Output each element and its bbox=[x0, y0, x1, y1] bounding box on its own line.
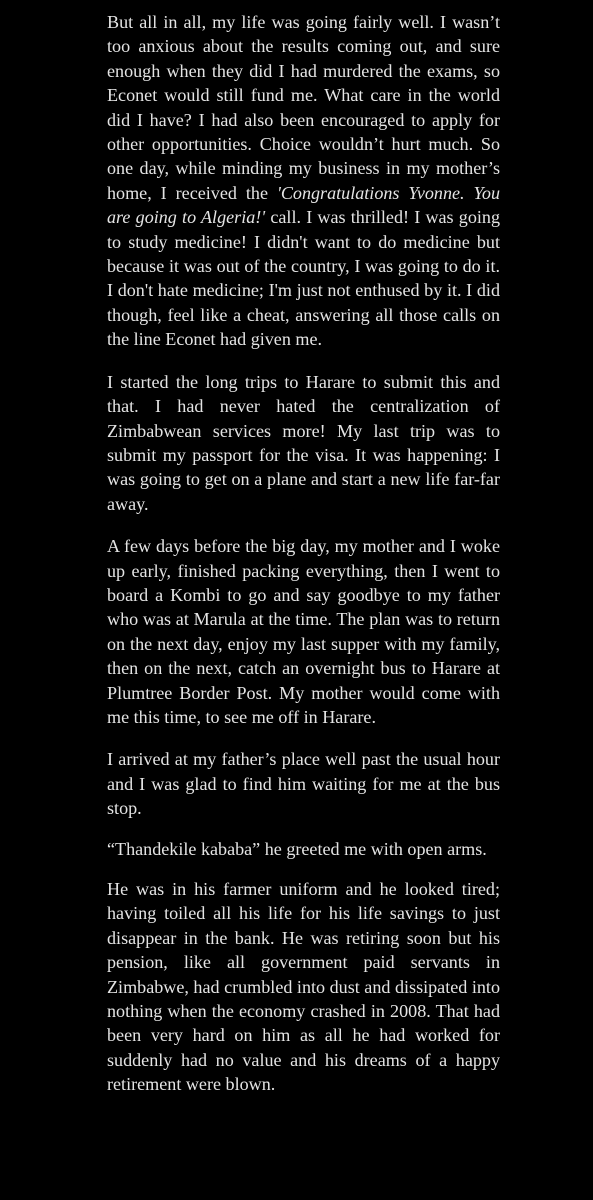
paragraph-1-text-a: But all in all, my life was going fairly well. I wasn’t too anxious about the results coming out, and sure enough when they did I had murdered the exams, so Econet would still fund me. What care in the world did I have? I had also been encouraged to apply for other opportunities. Choice wouldn’t hurt much. So one day, while minding my business in my mother’s home, I received the bbox=[107, 12, 500, 203]
paragraph-6: He was in his farmer uniform and he looked tired; having toiled all his life for his life savings to just disappear in the bank. He was retiring soon but his pension, like all government paid servants in Zimbabwe, had crumbled into dust and dissipated into nothing when the economy crashed in 2008. That had been very hard on him as all he had worked for suddenly had no value and his dreams of a happy retirement were blown. bbox=[107, 879, 500, 1095]
paragraph-3: A few days before the big day, my mother and I woke up early, finished packing everything, then I went to board a Kombi to go and say goodbye to my father who was at Marula at the time. The plan was to return on the next day, enjoy my last supper with my family, then on the next, catch an overnight bus to Harare at Plumtree Border Post. My mother would come with me this time, to see me off in Harare. bbox=[107, 536, 500, 727]
story-text bbox=[107, 10, 500, 1115]
paragraph-1-italic-quote: 'Congratulations Yvonne. You are going to Algeria!' bbox=[107, 182, 500, 228]
paragraph-5: “Thandekile kababa” he greeted me with open arms. bbox=[107, 838, 487, 859]
paragraph-1 bbox=[107, 10, 500, 352]
paragraph-1-text-b: call. I was thrilled! I was going to study medicine! I didn't want to do medicine but because it was out of the country, I was going to do it. I don't hate medicine; I'm just not enthused by it. I did though, feel like a cheat, answering all those calls on the line Econet had given me. bbox=[107, 207, 500, 350]
paragraph-4: I arrived at my father’s place well past the usual hour and I was glad to find him waiting for me at the bus stop. bbox=[107, 749, 500, 819]
paragraph-2: I started the long trips to Harare to submit this and that. I had never hated the centralization of Zimbabwean services more! My last trip was to submit my passport for the visa. It was happening: I was going to get on a plane and start a new life far-far away. bbox=[107, 371, 500, 514]
